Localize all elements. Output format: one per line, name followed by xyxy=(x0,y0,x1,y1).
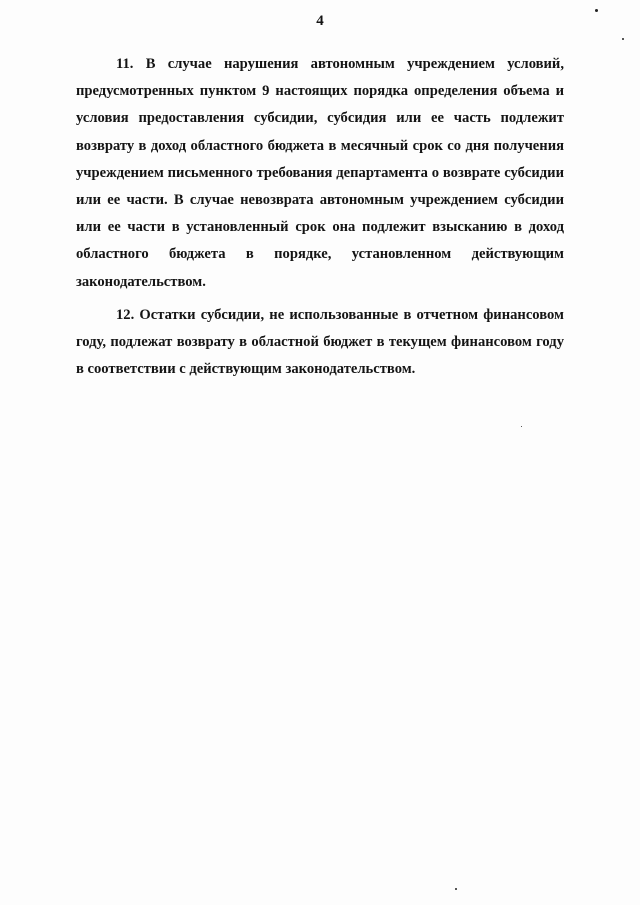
page-number: 4 xyxy=(316,13,324,29)
document-body xyxy=(76,51,564,383)
scan-speck xyxy=(595,9,598,12)
scan-speck xyxy=(521,426,522,427)
scan-speck xyxy=(455,888,457,890)
scan-speck xyxy=(622,38,624,40)
paragraph-11: 11. В случае нарушения автономным учреждением условий, предусмотренных пунктом 9 настоящих порядка определения объема и условия предоставления субсидии, субсидия или ее часть подлежит возврату в доход областного бюджета в месячный срок со дня получения учреждением письменного требования департамента о возврате субсидии или ее части. В случае невозврата автономным учреждением субсидии или ее части в установленный срок она подлежит взысканию в доход областного бюджета в порядке, установленном действующим законодательством. xyxy=(76,56,564,290)
paragraph-12: 12. Остатки субсидии, не использованные в отчетном финансовом году, подлежат возврату в областной бюджет в текущем финансовом году в соответствии с действующим законодательством. xyxy=(76,306,564,378)
